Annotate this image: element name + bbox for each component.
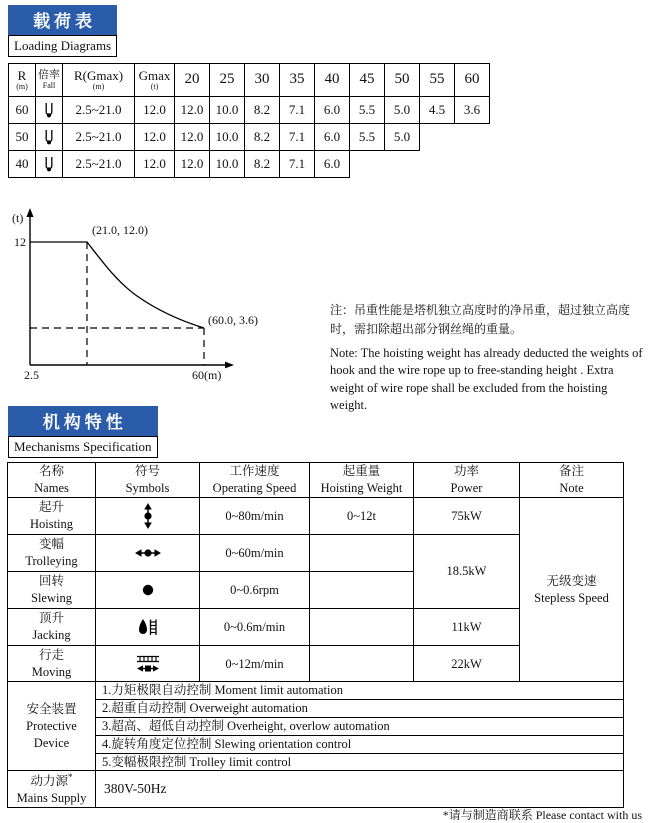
fall-cell — [36, 124, 63, 151]
col-header-gmax: Gmax (t) — [135, 63, 175, 97]
hoisting-weight: 0~12t — [310, 498, 414, 535]
hoisting-weight — [310, 646, 414, 683]
protective-row — [8, 718, 624, 736]
two-fall-reeving-icon — [43, 102, 55, 119]
hoisting-weight — [310, 572, 414, 609]
x-tick-60m: 60(m) — [192, 368, 222, 382]
operating-speed: 0~0.6rpm — [200, 572, 310, 609]
mains-supply-table — [7, 770, 624, 808]
col-header-55: 55 — [420, 63, 455, 97]
y-tick-12: 12 — [14, 235, 26, 249]
power: 75kW — [414, 498, 520, 535]
loading-table-header-row — [8, 63, 490, 97]
mechanisms-table — [7, 462, 624, 683]
symbol-cell — [96, 646, 200, 683]
hoisting-weight — [310, 609, 414, 646]
col-header-40: 40 — [315, 63, 350, 97]
symbol-cell — [96, 609, 200, 646]
protective-item: 4.旋转角度定位控制 Slewing orientation control — [96, 736, 624, 754]
two-fall-reeving-icon — [43, 156, 55, 173]
power-shared: 18.5kW — [414, 535, 520, 609]
loading-diagrams-badge — [8, 5, 117, 57]
col-header-operating-speed: 工作速度 Operating Speed — [200, 463, 310, 498]
symbol-cell — [96, 535, 200, 572]
load-value: 10.0 — [210, 124, 245, 151]
rgmax-range: 2.5~21.0 — [63, 124, 135, 151]
operating-speed: 0~0.6m/min — [200, 609, 310, 646]
load-value: 8.2 — [245, 97, 280, 124]
section-title-zh: 机构特性 — [8, 406, 158, 436]
col-header-radius: R (m) — [8, 63, 36, 97]
load-value: 3.6 — [455, 97, 490, 124]
loading-table-row-60m — [8, 97, 490, 124]
load-curve — [30, 242, 204, 328]
gmax-value: 12.0 — [135, 97, 175, 124]
load-value: 8.2 — [245, 151, 280, 178]
load-value: 5.5 — [350, 97, 385, 124]
loading-table-row-40m — [8, 151, 490, 178]
asterisk-marker: * — [68, 772, 73, 783]
mechanism-name: 起升 Hoisting — [8, 498, 96, 535]
gmax-value: 12.0 — [135, 151, 175, 178]
rgmax-range: 2.5~21.0 — [63, 151, 135, 178]
radius-value: 40 — [8, 151, 36, 178]
col-header-note: 备注 Note — [520, 463, 624, 498]
y-axis-unit-label: (t) — [12, 211, 24, 225]
rgmax-range: 2.5~21.0 — [63, 97, 135, 124]
mechanism-name: 回转 Slewing — [8, 572, 96, 609]
load-value: 10.0 — [210, 97, 245, 124]
jacking-motion-icon — [138, 618, 158, 636]
protective-device-label: 安全装置 Protective Device — [8, 682, 96, 772]
load-value: 5.0 — [385, 97, 420, 124]
protective-item: 1.力矩极限自动控制 Moment limit automation — [96, 682, 624, 700]
load-value: 10.0 — [210, 151, 245, 178]
operating-speed: 0~12m/min — [200, 646, 310, 683]
two-fall-reeving-icon — [43, 129, 55, 146]
power: 22kW — [414, 646, 520, 683]
slewing-motion-icon — [141, 583, 155, 597]
loading-table — [8, 63, 490, 178]
col-header-names: 名称 Names — [8, 463, 96, 498]
fall-cell — [36, 97, 63, 124]
protective-row — [8, 700, 624, 718]
section-title-zh: 载荷表 — [8, 5, 117, 35]
annotation-tip-load-point: (60.0, 3.6) — [208, 313, 258, 327]
col-header-50: 50 — [385, 63, 420, 97]
col-header-25: 25 — [210, 63, 245, 97]
col-header-35: 35 — [280, 63, 315, 97]
col-header-45: 45 — [350, 63, 385, 97]
hoisting-motion-icon — [142, 503, 154, 529]
protective-row — [8, 736, 624, 754]
hoisting-weight — [310, 535, 414, 572]
protective-item: 5.变幅极限控制 Trolley limit control — [96, 754, 624, 772]
radius-value: 50 — [8, 124, 36, 151]
symbol-cell — [96, 572, 200, 609]
load-value: 7.1 — [280, 151, 315, 178]
note-english: Note: The hoisting weight has already deducted the weights of hook and the wire rope up to free-standing height . Extra weight of wire rope shall be excluded from the hoisting weight. — [330, 346, 643, 412]
symbol-cell — [96, 498, 200, 535]
contact-manufacturer-note: *请与制造商联系 Please contact with us — [442, 808, 642, 822]
protective-item: 3.超高、超低自动控制 Overheight, overlow automation — [96, 718, 624, 736]
load-value: 12.0 — [175, 151, 210, 178]
annotation-max-load-point: (21.0, 12.0) — [92, 223, 148, 237]
col-header-rgmax: R(Gmax) (m) — [63, 63, 135, 97]
load-value: 6.0 — [315, 97, 350, 124]
mains-supply-row — [8, 771, 624, 808]
protective-device-table — [7, 681, 624, 772]
mains-supply-value: 380V-50Hz — [96, 771, 624, 808]
mechanism-name: 顶升 Jacking — [8, 609, 96, 646]
load-value: 6.0 — [315, 151, 350, 178]
load-value: 8.2 — [245, 124, 280, 151]
load-value: 7.1 — [280, 124, 315, 151]
y-axis-arrow — [27, 208, 34, 217]
gmax-value: 12.0 — [135, 124, 175, 151]
protective-row — [8, 682, 624, 700]
radius-value: 60 — [8, 97, 36, 124]
col-header-30: 30 — [245, 63, 280, 97]
mechanisms-header-row — [8, 463, 624, 498]
load-curve-chart — [4, 203, 324, 388]
col-header-fall: 倍率 Fall — [36, 63, 63, 97]
moving-motion-icon — [135, 655, 161, 674]
note-chinese: 注：吊重性能是塔机独立高度时的净吊重，超过独立高度时，需扣除超出部分钢丝绳的重量。 — [330, 303, 631, 336]
col-header-hoisting-weight: 起重量 Hoisting Weight — [310, 463, 414, 498]
load-value: 6.0 — [315, 124, 350, 151]
fall-cell — [36, 151, 63, 178]
trolleying-motion-icon — [135, 547, 161, 559]
mechanism-name: 变幅 Trolleying — [8, 535, 96, 572]
section-title-en: Loading Diagrams — [8, 35, 117, 57]
load-value: 12.0 — [175, 97, 210, 124]
section-title-en: Mechanisms Specification — [8, 436, 158, 458]
load-value: 12.0 — [175, 124, 210, 151]
row-hoisting — [8, 498, 624, 535]
load-value: 5.0 — [385, 124, 420, 151]
load-value: 5.5 — [350, 124, 385, 151]
x-axis-arrow — [225, 362, 234, 369]
col-header-symbols: 符号 Symbols — [96, 463, 200, 498]
load-value: 7.1 — [280, 97, 315, 124]
protective-item: 2.超重自动控制 Overweight automation — [96, 700, 624, 718]
x-tick-origin: 2.5 — [24, 368, 39, 382]
power: 11kW — [414, 609, 520, 646]
hoisting-weight-note — [330, 301, 644, 414]
col-header-20: 20 — [175, 63, 210, 97]
col-header-power: 功率 Power — [414, 463, 520, 498]
operating-speed: 0~60m/min — [200, 535, 310, 572]
protective-row — [8, 754, 624, 772]
mains-supply-label: 动力源* Mains Supply — [8, 771, 96, 808]
loading-table-row-50m — [8, 124, 490, 151]
col-header-60: 60 — [455, 63, 490, 97]
mechanisms-spec-badge — [8, 406, 158, 458]
operating-speed: 0~80m/min — [200, 498, 310, 535]
mechanism-name: 行走 Moving — [8, 646, 96, 683]
load-value: 4.5 — [420, 97, 455, 124]
note-stepless-speed: 无级变速 Stepless Speed — [520, 498, 624, 683]
